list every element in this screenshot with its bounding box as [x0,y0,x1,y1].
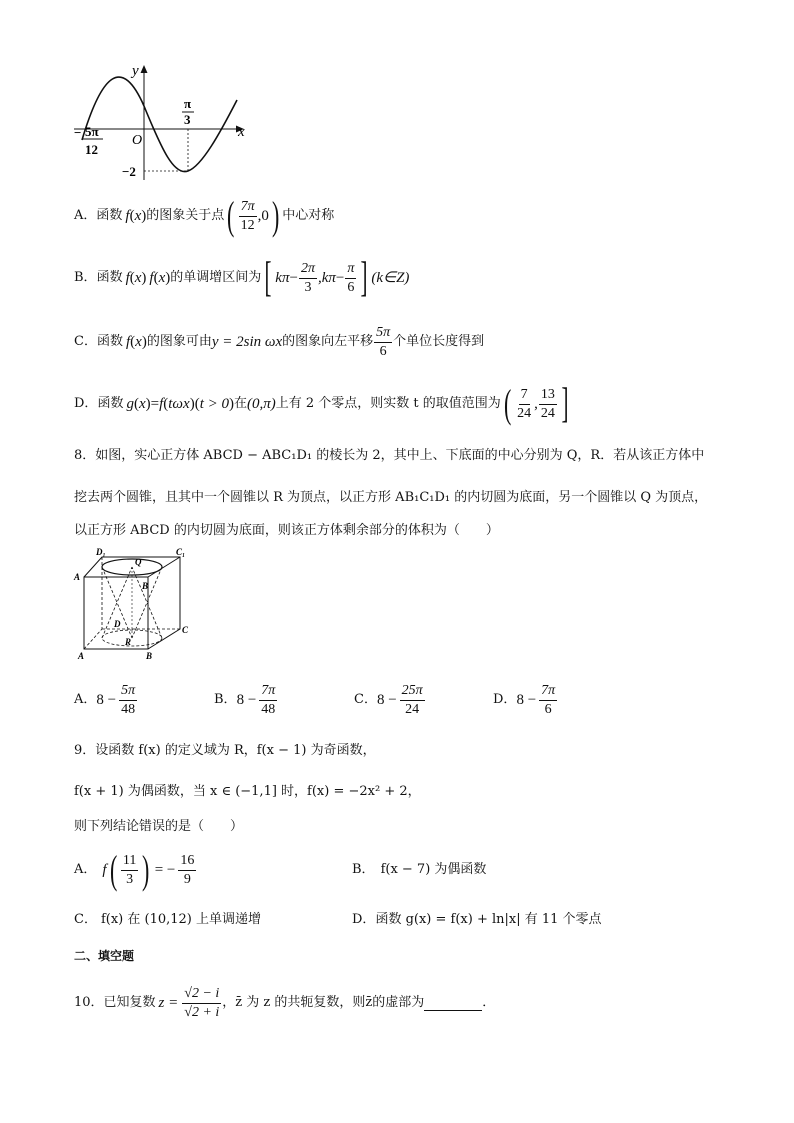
fraction: $\frac{16}{9}$ [180,852,195,887]
y-axis-arrow [141,65,148,73]
fraction: $\frac{7\pi}{48}$ [261,682,276,717]
q9-option-d: D．函数 g(x) = f(x) + ln|x| 有 11 个零点 [352,912,602,927]
option-text: 中心对称 [282,208,335,223]
q8-line-3: 以正方形 ABCD 的内切圆为底面，则该正方体剩余部分的体积为（ ） [74,523,499,538]
coordinate: ,0 [257,208,269,224]
interval: (0,π) [247,396,276,412]
fraction: $\frac{13}{24}$ [540,386,555,421]
option-label: B． [74,270,97,285]
answer-blank[interactable] [424,996,482,1011]
q8-option-d: D． 8 − $\frac{7\pi}{6}$ [493,682,556,717]
option-text: 函数 [96,208,123,223]
option-text: 函数 [97,396,124,411]
q9-option-c: C． f(x) 在 (10,12) 上单调递增 [74,912,261,927]
q8-options [74,682,634,722]
func-f: f [125,208,130,224]
tick-left-minus: − [74,125,82,140]
fraction: $\frac{7}{24}$ [517,386,532,421]
fraction: $\frac{7\pi}{12}$ [240,198,255,233]
x-axis-label: x [238,124,245,140]
tick-pi-num: π [184,96,192,111]
tick-min-label: −2 [122,164,136,179]
q8-option-c: C． 8 − $\frac{25\pi}{24}$ [354,682,423,717]
option-text: 个单位长度得到 [393,334,485,349]
tick-pi-den: 3 [184,112,191,127]
sine-graph [70,58,260,188]
vertex-b1: B [142,581,149,591]
q10: 10．已知复数 z = $\frac{√2 - i}{√2 + i}$ ，z̄ 为 z 的共轭复数，则z̄的虚部为 ． [74,985,496,1020]
vertex-a: A [78,651,85,661]
vertex-c: C [182,625,189,635]
q9-line-3: 则下列结论错误的是（ ） [74,819,244,834]
cube-figure [72,547,196,663]
section-heading: 二、填空题 [74,949,135,963]
tick-left-num: 5π [85,124,99,139]
option-text: 函数 [96,334,123,349]
option-text: 上有 2 个零点，则实数 t 的取值范围为 [275,396,501,411]
origin-label: O [132,133,143,148]
cube-front-face [84,577,148,649]
fraction: $\frac{5\pi}{6}$ [376,324,391,359]
q7-option-a: A． 函数 f ( x ) 的图象关于点 ( $\frac{7\pi}{12}$ ,0 ) 中心对称 [74,193,335,238]
vertex-a1: A [74,572,81,582]
q7-option-d: D． 函数 g ( x ) = f ( tωx ) ( t > 0 ) 在 (0,π) 上有 2 个零点，则实数 t 的取值范围为 ( $\frac{7}{24}$ , $\frac{13}{24}$ ] [74,381,569,427]
q9-option-a: A． f ( $\frac{11}{3}$ ) = − $\frac{16}{9}$ [74,847,195,892]
vertex-d1: D₁ [96,547,106,557]
q9-line-2: f(x + 1) 为偶函数，当 x ∈ (−1,1] 时，f(x) = −2x² + 2， [74,784,421,799]
q8-line-2: 挖去两个圆锥，且其中一个圆锥以 R 为顶点，以正方形 AB₁C₁D₁ 的内切圆为底面，另一个圆锥以 Q 为顶点， [74,490,708,505]
tick-left-den: 12 [85,142,98,157]
option-text: 在 [233,396,247,411]
option-label: A． [74,208,97,223]
option-text: 的图象可由 [146,334,212,349]
fraction: $\frac{7\pi}{6}$ [541,682,556,717]
fraction: $\frac{√2 - i}{√2 + i}$ [184,985,220,1020]
vertex-b: B [146,651,153,661]
q9-option-b: B． f(x − 7) 为偶函数 [352,862,487,877]
point-r: R [125,637,132,647]
option-text: 函数 [96,270,123,285]
q7-option-c: C． 函数 f ( x ) 的图象可由 y = 2sin ωx 的图象向左平移 $\frac{5\pi}{6}$ 个单位长度得到 [74,324,485,359]
y-axis-label: y [132,63,139,79]
q8-option-a: A． 8 − $\frac{5\pi}{48}$ [74,682,136,717]
condition: (k∈Z) [371,270,410,286]
option-label: D． [74,396,98,411]
option-text: 的单调增区间为 [170,270,262,285]
fraction: $\frac{\pi}{6}$ [347,260,355,295]
sine-curve [82,77,237,172]
option-text: 的图象向左平移 [282,334,374,349]
fraction: $\frac{25\pi}{24}$ [401,682,423,717]
q8-line-1: 8．如图，实心正方体 ABCD − ABC₁D₁ 的棱长为 2，其中上、下底面的中心分别为 Q，R．若从该正方体中 [74,448,705,463]
expression: y = 2sin ωx [211,334,283,350]
q8-option-b: B． 8 − $\frac{7\pi}{48}$ [214,682,276,717]
q9-line-1: 9．设函数 f(x) 的定义域为 R，f(x − 1) 为奇函数， [74,743,376,758]
option-text: 的图象关于点 [146,208,225,223]
fraction: $\frac{5\pi}{48}$ [121,682,136,717]
point-q: Q [135,557,142,567]
vertex-c1: C₁ [176,547,186,557]
vertex-d: D [114,619,121,629]
fraction: $\frac{11}{3}$ [122,852,137,887]
var-x: x [134,208,142,224]
q7-option-b: B． 函数 f ( x ) f ( x ) 的单调增区间为 [ kπ − $\frac{2\pi}{3}$ ,kπ − $\frac{\pi}{6}$ ] (k∈Z) [74,255,410,301]
fraction: $\frac{2\pi}{3}$ [300,260,315,295]
option-label: C． [74,334,97,349]
